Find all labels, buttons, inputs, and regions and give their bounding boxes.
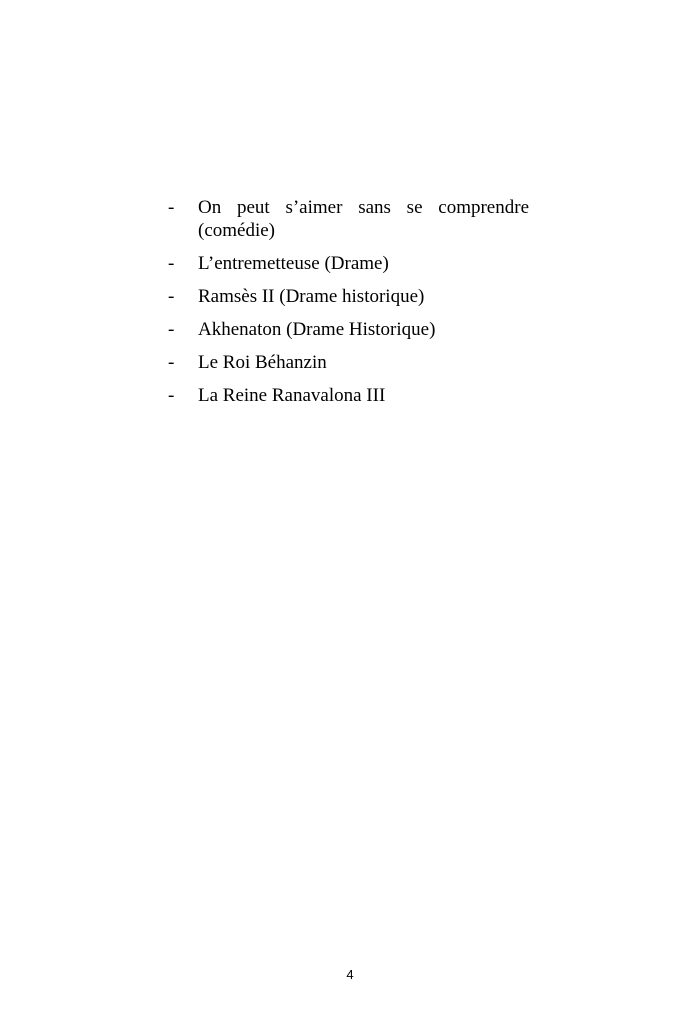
list-item: [165, 252, 529, 275]
list-item: [165, 351, 529, 374]
list-bullet: -: [168, 319, 175, 340]
work-title: La Reine Ranavalona III: [198, 385, 386, 406]
works-list: [165, 196, 529, 417]
work-title: Akhenaton (Drame Historique): [198, 319, 436, 340]
list-bullet: -: [168, 253, 175, 274]
list-item: [165, 318, 529, 341]
list-item: [165, 196, 529, 242]
work-title: L’entremetteuse (Drame): [198, 253, 389, 274]
work-title: On peut s’aimer sans se comprendre (comédie): [198, 197, 529, 241]
work-title: Ramsès II (Drame historique): [198, 286, 425, 307]
work-title: Le Roi Béhanzin: [198, 352, 327, 373]
list-bullet: -: [168, 385, 175, 406]
list-bullet: -: [168, 197, 175, 218]
list-bullet: -: [168, 352, 175, 373]
list-item: [165, 285, 529, 308]
list-bullet: -: [168, 286, 175, 307]
list-item: [165, 384, 529, 407]
page-number: 4: [346, 967, 354, 982]
